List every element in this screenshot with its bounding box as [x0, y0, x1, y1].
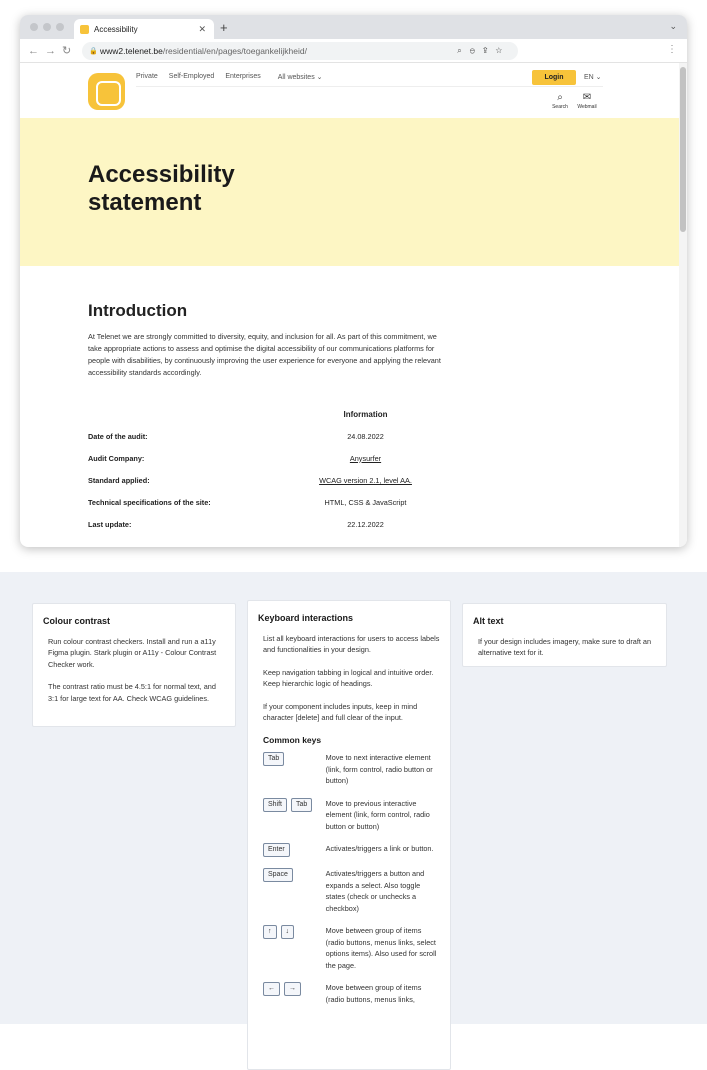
key-group: [263, 982, 326, 1005]
page-title: Accessibility statement: [88, 161, 235, 216]
search-icon: ⌕: [557, 92, 563, 103]
url-host: www2.telenet.be: [100, 46, 163, 56]
telenet-logo[interactable]: [88, 73, 125, 110]
table-row: [88, 513, 443, 535]
card-title: Keyboard interactions: [258, 613, 354, 623]
key-cap: Space: [263, 868, 293, 882]
key-cap: Enter: [263, 843, 290, 857]
key-description: Move between group of items (radio buttons, menus links,: [325, 983, 422, 1004]
key-cap: Tab: [291, 798, 312, 812]
key-description: Activates/triggers a button and expands a select. Also toggle states (check or unchecks a checkbox): [325, 869, 425, 913]
webmail-label: Webmail: [577, 104, 597, 110]
table-row: [88, 491, 443, 513]
row-value: 22.12.2022: [347, 519, 384, 529]
key-cap: Tab: [263, 752, 284, 766]
language-select[interactable]: EN ⌄: [584, 74, 602, 81]
row-label: Last update:: [88, 519, 132, 529]
row-label: Technical specifications of the site:: [88, 497, 211, 507]
nav-private[interactable]: Private: [136, 73, 158, 80]
search-label: Search: [552, 104, 568, 110]
lock-icon: 🔒: [89, 48, 98, 55]
tab-title: Accessibility: [94, 24, 138, 34]
row-value: HTML, CSS & JavaScript: [324, 497, 407, 507]
top-nav: [136, 73, 323, 81]
key-group: [263, 843, 326, 857]
key-list: [258, 752, 440, 1005]
card-text: The contrast ratio must be 4.5:1 for normal text, and 3:1 for large text for AA. Check WCAG guidelines.: [48, 682, 216, 703]
key-description: Move to next interactive element (link, form control, radio button or button): [325, 753, 433, 785]
card-text: If your design includes imagery, make sure to draft an alternative text for it.: [478, 636, 652, 657]
new-tab-icon[interactable]: +: [220, 20, 228, 35]
nav-buttons-icon[interactable]: ←→↻: [28, 45, 78, 57]
webmail-button[interactable]: [575, 92, 599, 110]
tab-list-chevron-icon[interactable]: ⌄: [669, 21, 677, 31]
card-title: Colour contrast: [43, 616, 111, 626]
login-button[interactable]: Login: [532, 70, 576, 85]
anysurfer-link[interactable]: Anysurfer: [349, 453, 382, 463]
keyboard-interactions-card: [247, 600, 451, 1070]
favicon-icon: [80, 25, 89, 34]
key-cap: ↓: [281, 925, 295, 939]
browser-menu-icon[interactable]: ⋮: [667, 44, 677, 55]
row-label: Audit Company:: [88, 453, 145, 463]
url-path: /residential/en/pages/toegankelijkheid/: [162, 46, 307, 56]
key-row: [263, 868, 440, 914]
table-row: [88, 447, 443, 469]
window-controls[interactable]: [30, 23, 64, 31]
key-cap: Shift: [263, 798, 287, 812]
table-row: [88, 469, 443, 491]
key-row: [263, 752, 440, 787]
card-text: List all keyboard interactions for users to access labels and functionalities in your design.: [263, 633, 440, 654]
card-text: Keep navigation tabbing in logical and intuitive order. Keep hierarchic logic of headings.: [263, 667, 434, 688]
scrollbar[interactable]: [679, 63, 687, 547]
card-text: If your component includes inputs, keep in mind character [delete] and full clear of the input.: [263, 701, 418, 722]
table-header: Information: [343, 409, 388, 419]
key-cap: ←: [263, 982, 280, 996]
nav-enterprises[interactable]: Enterprises: [225, 73, 261, 80]
key-row: [263, 843, 440, 857]
address-actions-icon[interactable]: ⌕⊖⇪☆: [457, 46, 510, 55]
row-value: 24.08.2022: [347, 431, 384, 441]
key-row: [263, 925, 440, 971]
tab-bar: [20, 15, 687, 39]
key-group: [263, 752, 326, 787]
hero-banner: [20, 118, 679, 266]
alt-text-card: [462, 603, 667, 667]
common-keys-heading: Common keys: [263, 734, 322, 745]
row-label: Standard applied:: [88, 475, 150, 485]
key-description: Activates/triggers a link or button.: [325, 844, 434, 853]
browser-tab[interactable]: [74, 19, 214, 39]
table-row: [88, 425, 443, 447]
key-row: [263, 798, 440, 833]
web-page: [20, 63, 679, 547]
key-row: [263, 982, 440, 1005]
key-cap: →: [284, 982, 301, 996]
key-description: Move between group of items (radio buttons, menus links, select options items). Also used for scroll the page.: [325, 926, 437, 970]
close-tab-icon[interactable]: ✕: [198, 23, 206, 34]
key-group: [263, 868, 326, 914]
card-title: Alt text: [473, 616, 504, 626]
key-cap: ↑: [263, 925, 277, 939]
guidelines-section: [0, 572, 707, 1024]
card-text: Run colour contrast checkers. Install and run a a11y Figma plugin. Stark plugin or A11y - Colour Contrast Checker work.: [48, 636, 217, 669]
intro-heading: Introduction: [88, 301, 188, 320]
url-input[interactable]: [82, 42, 518, 60]
mail-icon: ✉: [582, 92, 592, 103]
key-group: [263, 798, 326, 833]
row-label: Date of the audit:: [88, 431, 148, 441]
nav-all-websites[interactable]: All websites ⌄: [277, 74, 323, 81]
key-group: [263, 925, 326, 971]
address-bar-row: [20, 39, 687, 63]
intro-text: At Telenet we are strongly committed to diversity, equity, and inclusion for all. As part of this commitment, we take appropriate actions to assess and optimise the digital accessibility of our communications platforms for people with disabilities, by continuously improving the user experience for everyone and applying the relevant accessibility standards accordingly.: [88, 332, 441, 377]
divider: [136, 86, 603, 87]
browser-window: [20, 15, 687, 547]
key-description: Move to previous interactive element (link, form control, radio button or button): [325, 798, 430, 831]
info-table: [88, 403, 443, 535]
wcag-link[interactable]: WCAG version 2.1, level AA.: [319, 475, 412, 485]
colour-contrast-card: [32, 603, 236, 727]
search-button[interactable]: [548, 92, 572, 110]
nav-self-employed[interactable]: Self-Employed: [168, 73, 215, 80]
